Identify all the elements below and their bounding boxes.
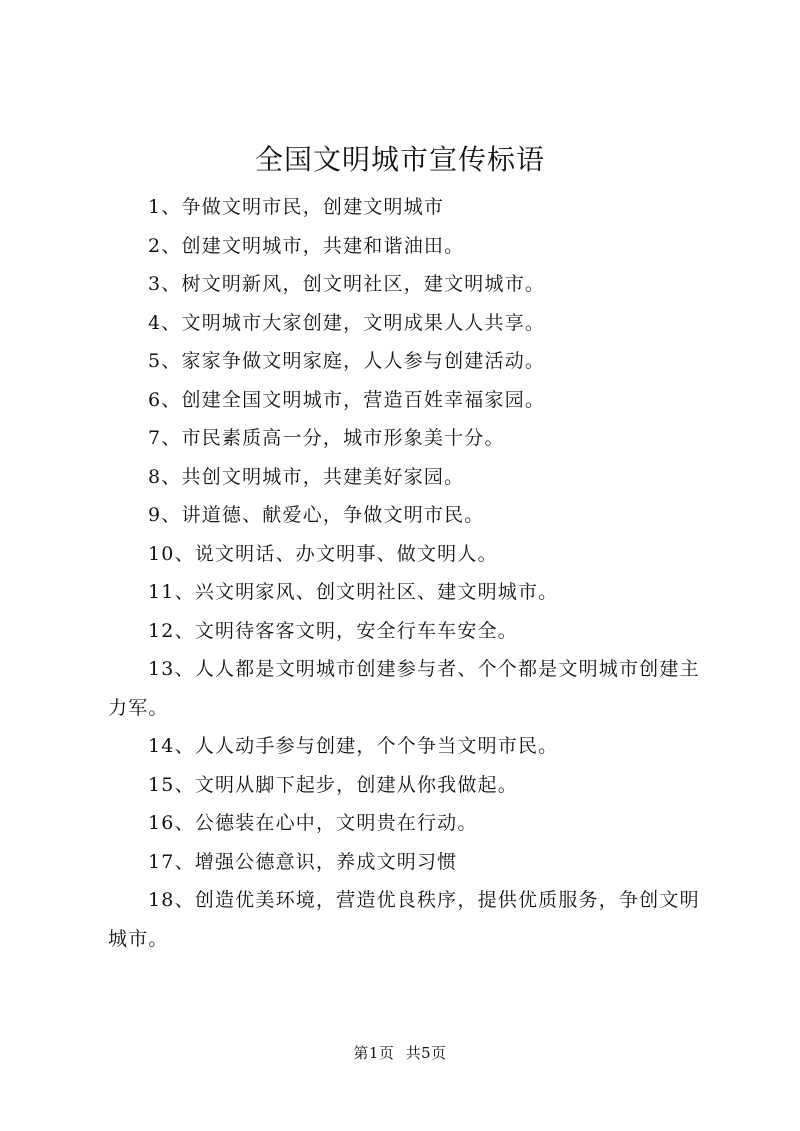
page-total: 共5页 (405, 1044, 447, 1062)
slogan-item: 5、家家争做文明家庭，人人参与创建活动。 (148, 350, 546, 372)
page-number: 第1页 (353, 1044, 395, 1062)
slogan-item: 11、兴文明家风、创文明社区、建文明城市。 (148, 581, 559, 603)
slogan-item: 8、共创文明城市，共建美好家园。 (148, 465, 465, 488)
slogan-item: 14、人人动手参与创建，个个争当文明市民。 (148, 735, 559, 757)
document-title: 全国文明城市宣传标语 (254, 143, 545, 176)
slogan-item: 12、文明待客客文明，安全行车车安全。 (148, 619, 518, 642)
slogan-item: 13、人人都是文明城市创建参与者、个个都是文明城市创建主力军。 (108, 658, 700, 719)
slogan-item: 18、创造优美环境，营造优良秩序，提供优质服务，争创文明城市。 (108, 889, 700, 950)
page-footer (0, 1043, 800, 1063)
slogan-item: 3、树文明新风，创文明社区，建文明城市。 (148, 273, 546, 295)
slogan-item: 10、说文明话、办文明事、做文明人。 (148, 542, 498, 565)
slogan-list (108, 188, 708, 958)
slogan-item: 16、公德装在心中，文明贵在行动。 (148, 812, 478, 834)
slogan-item: 1、争做文明市民，创建文明城市 (148, 196, 445, 218)
slogan-item: 2、创建文明城市，共建和谐油田。 (148, 234, 465, 257)
slogan-item: 7、市民素质高一分，城市形象美十分。 (148, 427, 505, 449)
slogan-item: 9、讲道德、献爱心，争做文明市民。 (148, 504, 485, 526)
slogan-item: 6、创建全国文明城市，营造百姓幸福家园。 (148, 388, 546, 411)
slogan-item: 4、文明城市大家创建，文明成果人人共享。 (148, 311, 546, 334)
slogan-item: 17、增强公德意识，养成文明习惯 (148, 850, 458, 873)
slogan-item: 15、文明从脚下起步，创建从你我做起。 (148, 773, 518, 796)
